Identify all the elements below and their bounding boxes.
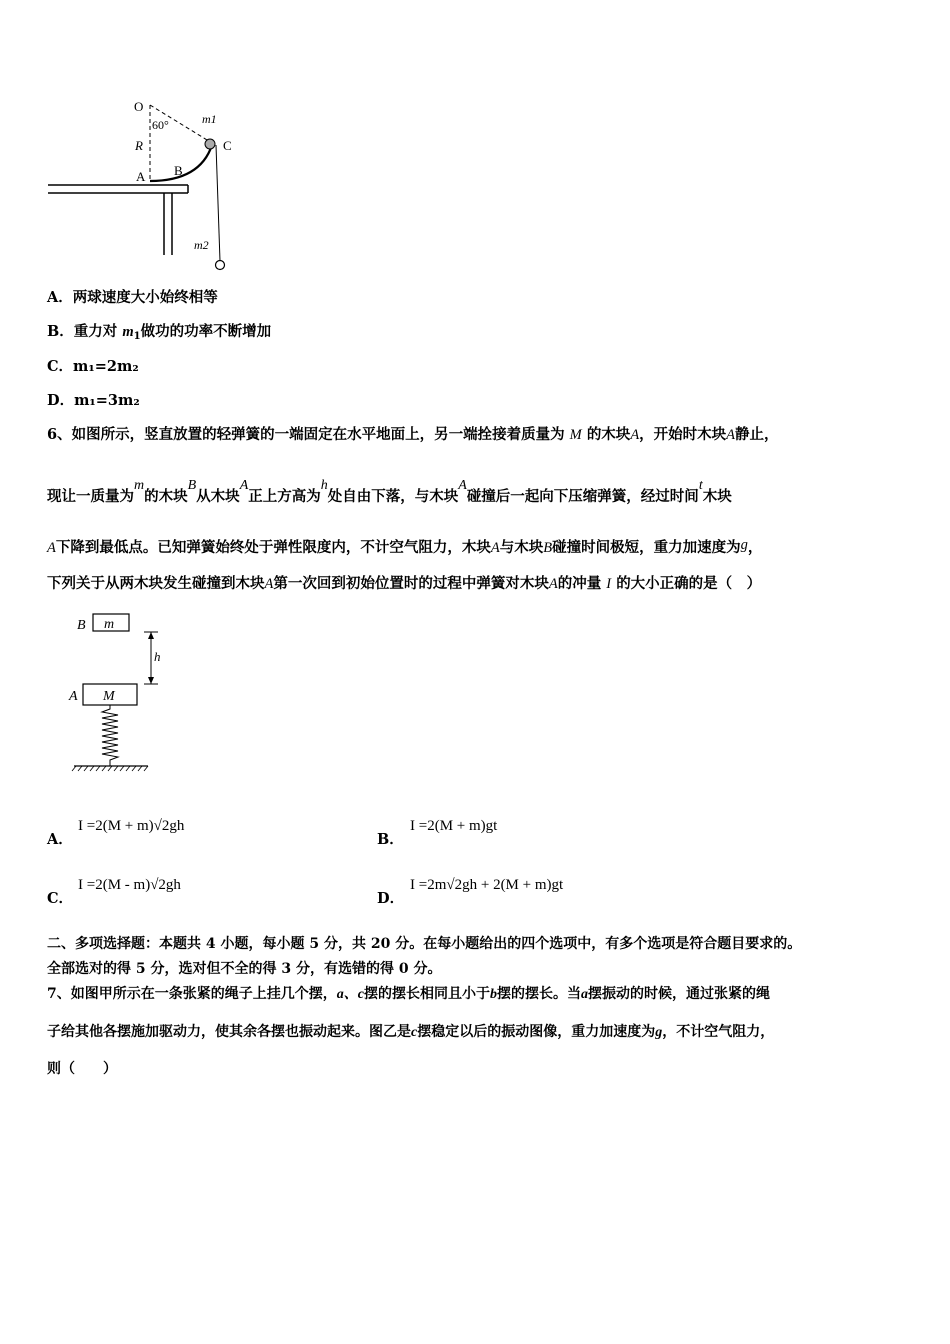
label-angle: 60° [152, 118, 169, 132]
section2-line1: 二、多项选择题：本题共 4 小题，每小题 5 分，共 20 分。在每小题给出的四个选项中，有多个选项是符合题目要求的。 [47, 936, 802, 952]
q6-stem-line1: 6、如图所示，竖直放置的轻弹簧的一端固定在水平地面上，另一端拴接着质量为 M 的木块A，开始时木块A静止， [47, 426, 779, 443]
formula-c: I =2(M - m)√2gh [78, 877, 181, 893]
q7-stem-line2: 子给其他各摆施加驱动力，使其余各摆也振动起来。图乙是c摆稳定以后的振动图像，重力加速度为g，不计空气阻力， [47, 1024, 775, 1040]
label-m1: m1 [202, 112, 217, 126]
section2-line2: 全部选对的得 5 分，选对但不全的得 3 分，有选错的得 0 分。 [47, 961, 442, 977]
label-M-block: M [103, 689, 115, 704]
q6-stem-line3: A下降到最低点。已知弹簧始终处于弹性限度内，不计空气阻力，木块A与木块B碰撞时间极短，重力加速度为g， [47, 537, 763, 556]
label-C: C [223, 138, 232, 153]
q5-option-a[interactable]: A．两球速度大小始终相等 [47, 289, 218, 306]
label-m2: m2 [194, 238, 209, 252]
label-B: B [174, 163, 183, 178]
label-h: h [154, 649, 161, 664]
label-A-block: A [69, 689, 78, 704]
q5-option-c[interactable]: C．m₁=2m₂ [47, 358, 139, 375]
q5-option-b[interactable]: B．重力对 $m_1$做功的功率不断增加 [47, 323, 272, 342]
q6-stem-line2: 现让一质量为m的木块B从木块A正上方高为h处自由下落，与木块A碰撞后一起向下压缩弹簧，经过时间t木块 [47, 478, 732, 505]
circular-track-figure [40, 95, 250, 275]
label-R: R [135, 138, 143, 153]
label-m-block: m [104, 617, 115, 632]
q7-stem-line3: 则（ ） [47, 1061, 117, 1077]
q5-option-d[interactable]: D．m₁=3m₂ [47, 392, 140, 409]
label-A: A [136, 169, 146, 184]
formula-a: I =2(M + m)√2gh [78, 818, 185, 834]
label-B-block: B [77, 618, 86, 633]
formula-b: I =2(M + m)gt [410, 818, 498, 834]
formula-d: I =2m√2gh + 2(M + m)gt [410, 877, 564, 893]
label-O: O [134, 99, 144, 114]
q6-stem-line4: 下列关于从两木块发生碰撞到木块A第一次回到初始位置时的过程中弹簧对木块A的冲量 I 的大小正确的是（ ） [47, 575, 762, 592]
spring-blocks-figure [66, 608, 166, 778]
q7-stem-line1: 7、如图甲所示在一条张紧的绳子上挂几个摆，a、c摆的摆长相同且小于b摆的摆长。当a摆振动的时候，通过张紧的绳 [47, 986, 770, 1002]
